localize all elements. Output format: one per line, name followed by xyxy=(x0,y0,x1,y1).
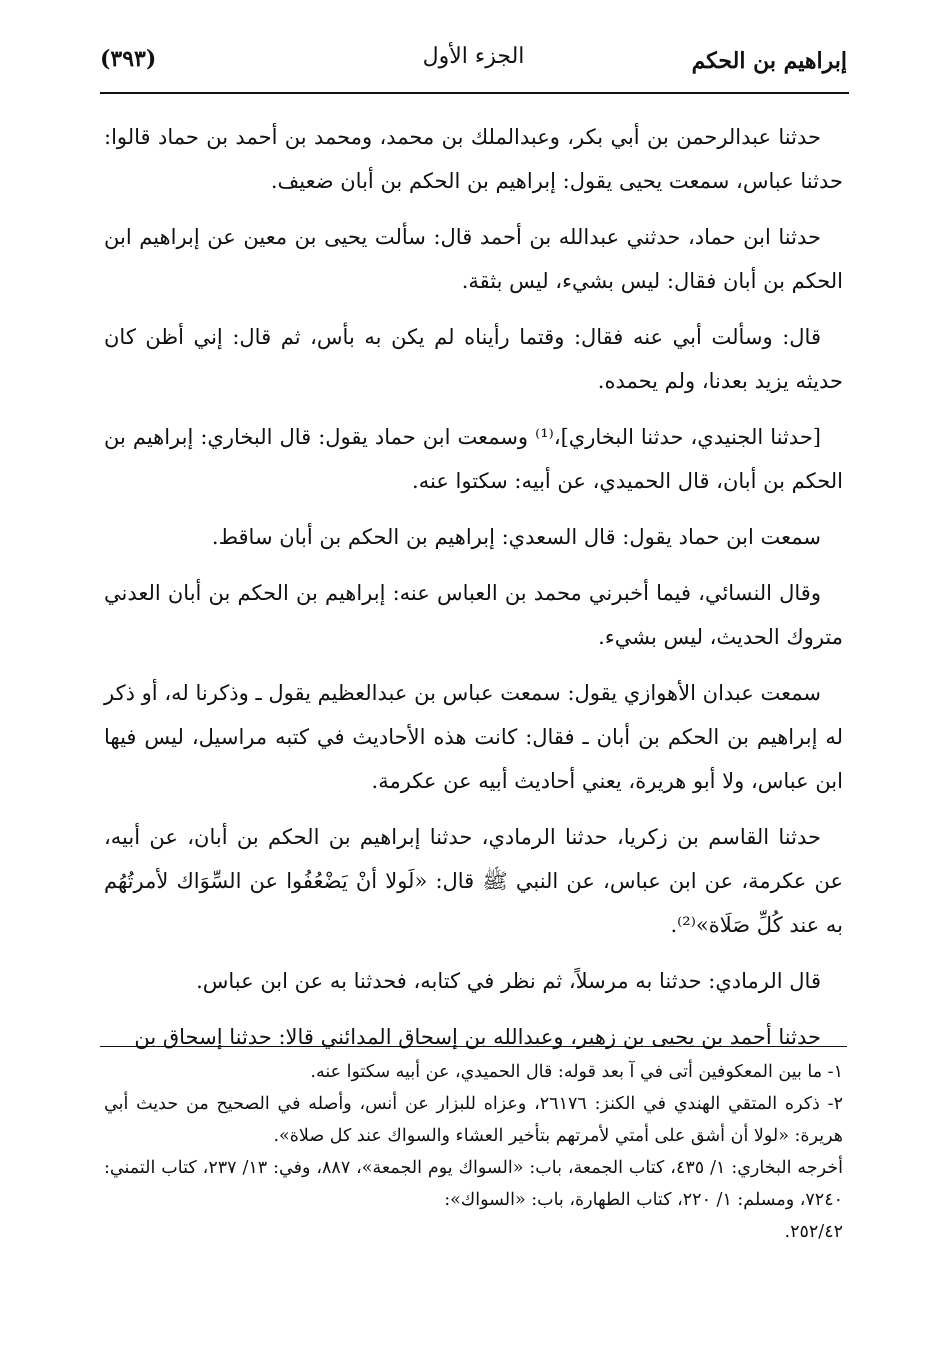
paragraph: قال الرمادي: حدثنا به مرسلاً، ثم نظر في كتابه، فحدثنا به عن ابن عباس. xyxy=(196,969,821,993)
footnotes xyxy=(104,1056,843,1248)
paragraph: [حدثنا الجنيدي، حدثنا البخاري]،⁽¹⁾ وسمعت ابن حماد يقول: قال البخاري: إبراهيم بن الحكم بن أبان، قال الحميدي، عن أبيه: سكتوا عنه. xyxy=(104,425,843,493)
footnote-2-end: ٢٥٢/٤٢. xyxy=(784,1222,843,1242)
footnote-2-continued: أخرجه البخاري: ١/ ٤٣٥، كتاب الجمعة، باب: «السواك يوم الجمعة»، ٨٨٧، وفي: ١٣/ ٢٣٧، كتاب التمني: ٧٢٤٠، ومسلم: ١/ ٢٢٠، كتاب الطهارة، باب: «السواك»: xyxy=(104,1158,843,1210)
footnote-2: ٢- ذكره المتقي الهندي في الكنز: ٢٦١٧٦، وعزاه للبزار عن أنس، وأصله في الصحيح من حديث أبي هريرة: «لولا أن أشق على أمتي لأمرتهم بتأخير العشاء والسواك عند كل صلاة». xyxy=(104,1094,843,1146)
paragraph: حدثنا أحمد بن يحيى بن زهير، وعبدالله بن إسحاق المدائني قالا: حدثنا إسحاق بن xyxy=(134,1025,821,1049)
paragraph: حدثنا القاسم بن زكريا، حدثنا الرمادي، حدثنا إبراهيم بن الحكم بن أبان، عن أبيه، عن عكرمة، عن ابن عباس، عن النبي ﷺ قال: «لَولا أنْ يَضْعُفُوا عن السِّوَاك لأمرتُهُم به عند كُلِّ صَلَاة»⁽²⁾. xyxy=(104,825,843,937)
paragraph: قال: وسألت أبي عنه فقال: وقتما رأيناه لم يكن به بأس، ثم قال: إني أظن كان حديثه يزيد بعدنا، ولم يحمده. xyxy=(104,325,843,393)
footnote-divider xyxy=(100,1046,847,1047)
footnote-1: ١- ما بين المعكوفين أتى في آ بعد قوله: قال الحميدي، عن أبيه سكتوا عنه. xyxy=(310,1062,843,1082)
page-number: (٣٩٣) xyxy=(100,46,157,72)
paragraph: حدثنا عبدالرحمن بن أبي بكر، وعبدالملك بن محمد، ومحمد بن أحمد بن حماد قالوا: حدثنا عباس، سمعت يحيى يقول: إبراهيم بن الحكم بن أبان ضعيف. xyxy=(104,125,843,193)
paragraph: وقال النسائي، فيما أخبرني محمد بن العباس عنه: إبراهيم بن الحكم بن أبان العدني متروك الحديث، ليس بشيء. xyxy=(104,581,843,649)
running-title: إبراهيم بن الحكم xyxy=(691,48,847,74)
paragraph: سمعت عبدان الأهوازي يقول: سمعت عباس بن عبدالعظيم يقول ـ وذكرنا له، أو ذكر له إبراهيم بن الحكم بن أبان ـ فقال: كانت هذه الأحاديث في كتبه مراسيل، ليس فيها ابن عباس، ولا أبو هريرة، يعني أحاديث أبيه عن عكرمة. xyxy=(104,681,843,793)
paragraph: حدثنا ابن حماد، حدثني عبدالله بن أحمد قال: سألت يحيى بن معين عن إبراهيم ابن الحكم بن أبان فقال: ليس بشيء، ليس بثقة. xyxy=(104,225,843,293)
paragraph: سمعت ابن حماد يقول: قال السعدي: إبراهيم بن الحكم بن أبان ساقط. xyxy=(211,525,821,549)
page-header xyxy=(100,40,847,80)
main-text xyxy=(104,115,843,1071)
volume-title: الجزء الأول xyxy=(422,44,525,69)
header-divider xyxy=(100,92,849,94)
